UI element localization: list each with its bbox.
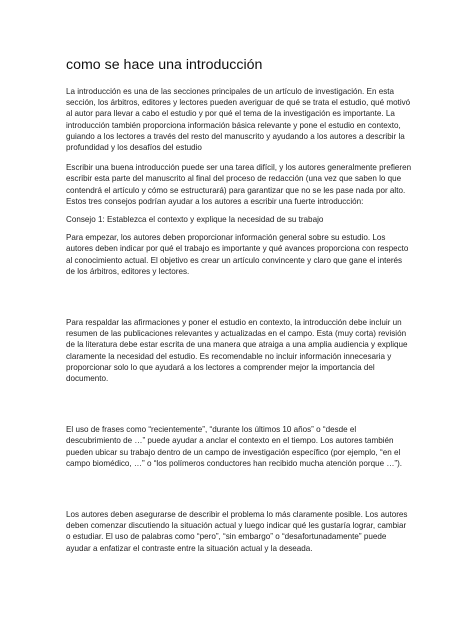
document-page bbox=[66, 56, 412, 554]
page-title: como se hace una introducción bbox=[66, 57, 263, 73]
paragraph-phrases: El uso de frases como “recientemente”, “durante los últimos 10 años” o “desde el descubrimiento de …” puede ayudar a anclar el contexto en el tiempo. Los autores también pueden ubicar su trabajo dentro de un campo de investigación específico (por ejemplo, “en el campo biomédico, …” o “los polímeros conductores han recibido mucha atención porque …”). bbox=[66, 425, 403, 468]
paragraph-background: Para empezar, los autores deben proporcionar información general sobre su estudio. Los autores deben indicar por qué el trabajo es importante y qué avances proporciona con respecto al conocimiento actual. El objetivo es crear un artículo convincente y claro que gane el interés de los árbitros, editores y lectores. bbox=[66, 233, 409, 276]
paragraph-writing: Escribir una buena introducción puede ser una tarea difícil, y los autores generalmente prefieren escribir esta parte del manuscrito al final del proceso de redacción (una vez que saben lo que contendrá el artículo y cómo se estructurará) para garantizar que no se les pase nada por alto. Estos tres consejos podrían ayudar a los autores a escribir una fuerte introducción: bbox=[66, 163, 412, 206]
paragraph-literature: Para respaldar las afirmaciones y poner el estudio en contexto, la introducción debe incluir un resumen de las publicaciones relevantes y actualizadas en el campo. Esta (muy corta) revisión de la literatura debe estar escrita de una manera que atraiga a una amplia audiencia y explique claramente la necesidad del estudio. Es recomendable no incluir información innecesaria y proporcionar solo lo que ayudará a los lectores a comprender mejor la importancia del documento. bbox=[66, 318, 408, 384]
paragraph-tip-heading: Consejo 1: Establezca el contexto y explique la necesidad de su trabajo bbox=[66, 215, 324, 225]
paragraph-problem: Los autores deben asegurarse de describir el problema lo más claramente posible. Los autores deben comenzar discutiendo la situación actual y luego indicar qué les gustaría lograr, cambiar o estudiar. El uso de palabras como “pero”, “sin embargo” o “desafortunadamente” puede ayudar a enfatizar el contraste entre la situación actual y la deseada. bbox=[66, 510, 408, 553]
paragraph-intro: La introducción es una de las secciones principales de un artículo de investigación. En esta sección, los árbitros, editores y lectores pueden averiguar de qué se trata el estudio, qué motivó al autor para llevar a cabo el estudio y por qué el tema de la investigación es importante. La introducción también proporciona información básica relevante y pone el estudio en contexto, guiando a los lectores a través del resto del manuscrito y ayudando a los autores a describir la profundidad y los desafíos del estudio bbox=[66, 87, 411, 153]
